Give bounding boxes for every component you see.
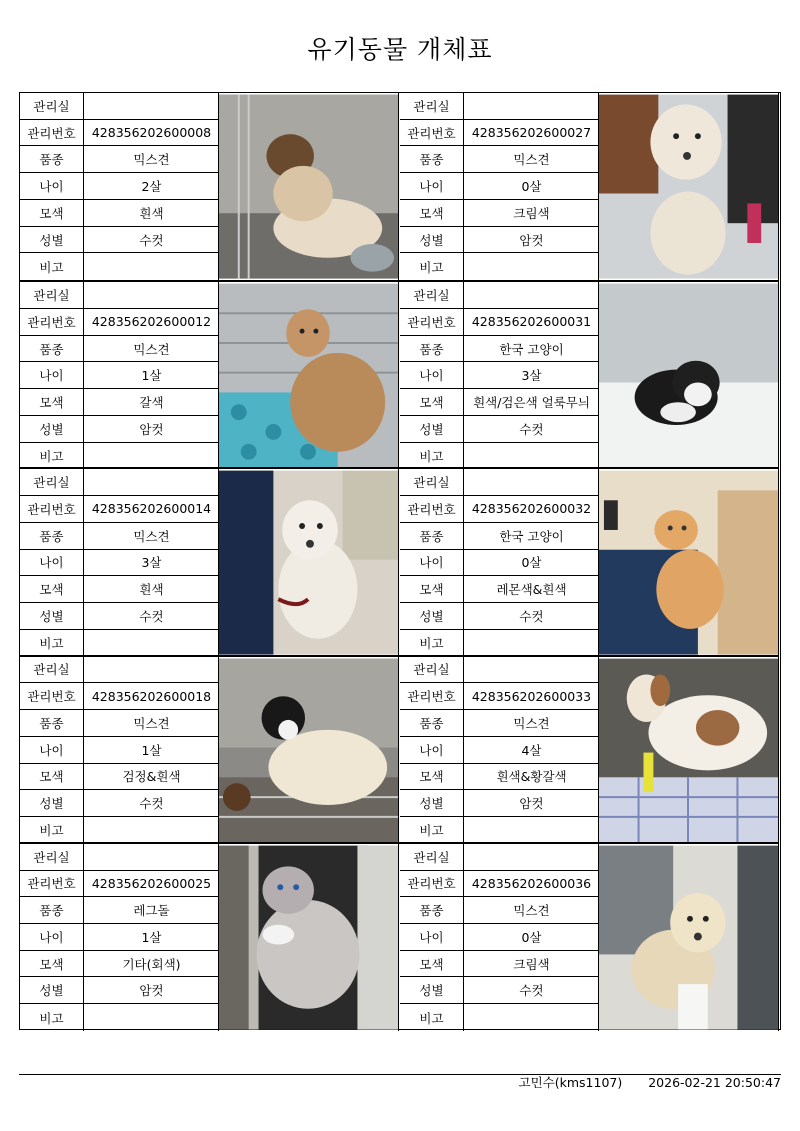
field-value-id: 428356202600018	[91, 688, 212, 704]
field-value-color: 갈색	[139, 395, 164, 410]
field-label-breed: 품종	[20, 897, 84, 923]
record-line-id	[20, 871, 219, 898]
animal-record	[20, 844, 219, 1031]
field-value-id: 428356202600036	[471, 875, 592, 891]
field-label-age: 나이	[20, 924, 84, 950]
field-label-age: 나이	[20, 362, 84, 388]
record-line-age	[20, 924, 219, 951]
field-value-note	[464, 443, 599, 470]
record-line-room	[20, 657, 219, 684]
field-value-breed: 믹스견	[513, 152, 550, 168]
field-label-age: 나이	[400, 362, 464, 388]
record-line-color	[400, 389, 599, 416]
field-label-color: 모색	[400, 951, 464, 977]
record-line-id	[20, 120, 219, 147]
field-value-note	[84, 443, 219, 470]
field-label-age: 나이	[400, 550, 464, 576]
field-label-age: 나이	[20, 737, 84, 763]
animal-photo	[218, 469, 399, 656]
field-value-age: 3살	[521, 368, 542, 384]
field-value-age: 0살	[521, 179, 542, 195]
field-value-age: 1살	[141, 368, 162, 384]
field-label-note: 비고	[20, 443, 84, 470]
field-value-age: 3살	[141, 555, 162, 571]
record-line-sex	[20, 416, 219, 443]
field-label-sex: 성별	[400, 603, 464, 629]
field-value-sex: 암컷	[139, 421, 164, 437]
record-line-room	[20, 844, 219, 871]
field-label-age: 나이	[20, 173, 84, 199]
field-value-room	[84, 282, 219, 308]
record-line-note	[400, 817, 599, 844]
field-label-room: 관리실	[400, 282, 464, 308]
field-label-id: 관리번호	[400, 120, 464, 146]
field-label-note: 비고	[20, 817, 84, 844]
field-value-color: 흰색/검은색 얼룩무늬	[473, 395, 590, 410]
field-label-color: 모색	[20, 389, 84, 415]
field-label-sex: 성별	[400, 977, 464, 1003]
field-value-id: 428356202600032	[471, 501, 592, 517]
record-line-id	[20, 309, 219, 336]
field-value-color: 레몬색&흰색	[496, 582, 567, 598]
field-value-age: 1살	[141, 742, 162, 758]
record-line-color	[20, 576, 219, 603]
field-label-sex: 성별	[20, 227, 84, 253]
record-line-id	[400, 120, 599, 147]
field-label-note: 비고	[20, 1004, 84, 1031]
record-line-sex	[400, 416, 599, 443]
field-label-note: 비고	[400, 817, 464, 844]
field-label-sex: 성별	[20, 416, 84, 442]
record-line-sex	[400, 603, 599, 630]
record-line-breed	[400, 897, 599, 924]
field-label-color: 모색	[400, 576, 464, 602]
field-value-room	[84, 657, 219, 683]
record-line-color	[400, 576, 599, 603]
record-line-sex	[20, 603, 219, 630]
page-title: 유기동물 개체표	[307, 35, 493, 64]
animal-photo	[598, 844, 779, 1031]
record-line-age	[20, 362, 219, 389]
record-line-age	[20, 173, 219, 200]
field-value-id: 428356202600025	[91, 875, 212, 891]
animal-row	[20, 655, 779, 844]
animal-row	[20, 280, 779, 469]
field-label-room: 관리실	[400, 93, 464, 119]
record-line-sex	[400, 977, 599, 1004]
animal-photo	[598, 93, 779, 280]
record-line-color	[20, 389, 219, 416]
animal-row	[20, 467, 779, 656]
animal-record	[400, 657, 599, 844]
field-value-note	[464, 1004, 599, 1031]
field-value-id: 428356202600031	[471, 314, 592, 330]
field-value-room	[464, 657, 599, 683]
record-line-room	[400, 657, 599, 684]
field-value-age: 0살	[521, 929, 542, 945]
animal-record	[400, 844, 599, 1031]
field-value-id: 428356202600033	[471, 688, 592, 704]
record-line-note	[20, 817, 219, 844]
field-label-breed: 품종	[400, 336, 464, 362]
record-line-age	[400, 550, 599, 577]
record-line-note	[400, 253, 599, 280]
field-value-breed: 한국 고양이	[499, 341, 564, 357]
footer-author: 고민수(kms1107)	[518, 1075, 623, 1090]
field-label-sex: 성별	[20, 603, 84, 629]
field-value-sex: 수컷	[519, 608, 544, 624]
animal-row	[20, 93, 779, 280]
record-line-breed	[20, 523, 219, 550]
field-label-room: 관리실	[20, 844, 84, 870]
record-line-color	[400, 200, 599, 227]
field-label-id: 관리번호	[400, 496, 464, 522]
animal-record	[20, 282, 219, 469]
field-value-sex: 수컷	[519, 983, 544, 999]
record-line-color	[20, 764, 219, 791]
field-value-color: 검정&흰색	[122, 769, 181, 785]
field-value-sex: 수컷	[139, 796, 164, 812]
field-value-room	[84, 469, 219, 495]
animal-record	[400, 469, 599, 656]
record-line-sex	[400, 227, 599, 254]
record-line-id	[400, 496, 599, 523]
animal-record	[20, 93, 219, 280]
record-line-room	[20, 282, 219, 309]
field-value-room	[84, 844, 219, 870]
record-line-color	[400, 764, 599, 791]
record-line-sex	[20, 227, 219, 254]
field-value-breed: 믹스견	[133, 341, 170, 357]
field-label-sex: 성별	[20, 790, 84, 816]
field-label-age: 나이	[20, 550, 84, 576]
field-value-color: 크림색	[513, 956, 550, 972]
field-label-sex: 성별	[400, 790, 464, 816]
field-value-note	[464, 630, 599, 657]
field-value-color: 흰색	[139, 582, 164, 598]
record-line-color	[20, 200, 219, 227]
animal-record	[20, 657, 219, 844]
animal-row	[20, 842, 779, 1031]
record-line-breed	[20, 897, 219, 924]
field-label-room: 관리실	[400, 469, 464, 495]
field-label-room: 관리실	[20, 469, 84, 495]
field-label-age: 나이	[400, 737, 464, 763]
field-label-color: 모색	[20, 951, 84, 977]
record-line-age	[400, 737, 599, 764]
field-label-id: 관리번호	[20, 496, 84, 522]
field-value-color: 기타(회색)	[122, 956, 181, 972]
field-value-room	[464, 469, 599, 495]
footer	[497, 1073, 781, 1091]
record-line-room	[400, 844, 599, 871]
field-label-breed: 품종	[400, 710, 464, 736]
record-line-breed	[20, 710, 219, 737]
record-line-sex	[400, 790, 599, 817]
field-label-note: 비고	[20, 253, 84, 280]
record-line-room	[20, 469, 219, 496]
field-label-room: 관리실	[400, 844, 464, 870]
record-line-id	[20, 683, 219, 710]
animal-record	[400, 93, 599, 280]
record-line-sex	[20, 790, 219, 817]
field-value-sex: 암컷	[519, 796, 544, 812]
record-line-room	[20, 93, 219, 120]
field-label-color: 모색	[400, 764, 464, 790]
field-label-color: 모색	[20, 764, 84, 790]
field-value-breed: 믹스견	[133, 715, 170, 731]
field-label-id: 관리번호	[20, 871, 84, 897]
field-value-id: 428356202600014	[91, 501, 212, 517]
record-line-note	[20, 630, 219, 657]
field-value-breed: 믹스견	[133, 528, 170, 544]
footer-timestamp: 2026-02-21 20:50:47	[648, 1075, 781, 1090]
record-line-breed	[400, 336, 599, 363]
field-label-color: 모색	[20, 200, 84, 226]
field-value-note	[84, 253, 219, 280]
record-line-age	[400, 362, 599, 389]
field-value-room	[464, 844, 599, 870]
record-line-note	[400, 443, 599, 470]
field-value-sex: 암컷	[139, 983, 164, 999]
field-value-breed: 믹스견	[133, 152, 170, 168]
field-label-color: 모색	[400, 200, 464, 226]
field-label-color: 모색	[20, 576, 84, 602]
record-line-room	[400, 469, 599, 496]
animal-record	[20, 469, 219, 656]
field-value-room	[464, 282, 599, 308]
field-value-room	[464, 93, 599, 119]
record-line-age	[400, 173, 599, 200]
animal-photo	[218, 93, 399, 280]
field-value-note	[84, 1004, 219, 1031]
field-label-room: 관리실	[20, 93, 84, 119]
record-line-breed	[400, 146, 599, 173]
field-label-breed: 품종	[20, 336, 84, 362]
field-label-note: 비고	[400, 443, 464, 470]
field-label-id: 관리번호	[20, 309, 84, 335]
field-label-room: 관리실	[20, 657, 84, 683]
field-value-color: 크림색	[513, 205, 550, 221]
record-line-id	[20, 496, 219, 523]
animal-photo	[218, 657, 399, 844]
record-line-age	[400, 924, 599, 951]
field-value-note	[464, 817, 599, 844]
field-label-note: 비고	[20, 630, 84, 657]
field-label-note: 비고	[400, 630, 464, 657]
field-value-age: 1살	[141, 929, 162, 945]
record-line-breed	[20, 146, 219, 173]
field-value-sex: 수컷	[139, 232, 164, 248]
field-label-breed: 품종	[400, 523, 464, 549]
field-label-color: 모색	[400, 389, 464, 415]
field-label-age: 나이	[400, 173, 464, 199]
field-value-id: 428356202600027	[471, 125, 592, 141]
animal-photo	[218, 282, 399, 469]
field-value-sex: 수컷	[519, 421, 544, 437]
field-label-breed: 품종	[20, 146, 84, 172]
animal-photo	[218, 844, 399, 1031]
field-value-color: 흰색&황갈색	[496, 769, 567, 785]
field-label-id: 관리번호	[20, 120, 84, 146]
field-value-id: 428356202600012	[91, 314, 212, 330]
field-label-room: 관리실	[400, 657, 464, 683]
animal-photo	[598, 657, 779, 844]
record-line-room	[400, 282, 599, 309]
field-value-breed: 레그돌	[133, 903, 170, 919]
record-line-id	[400, 871, 599, 898]
field-value-color: 흰색	[139, 205, 164, 221]
field-value-note	[464, 253, 599, 280]
field-label-id: 관리번호	[400, 309, 464, 335]
record-line-sex	[20, 977, 219, 1004]
animal-photo	[598, 282, 779, 469]
field-value-sex: 암컷	[519, 232, 544, 248]
record-line-note	[400, 630, 599, 657]
record-line-breed	[400, 710, 599, 737]
field-value-breed: 믹스견	[513, 715, 550, 731]
record-line-age	[20, 737, 219, 764]
field-value-note	[84, 817, 219, 844]
field-value-sex: 수컷	[139, 608, 164, 624]
field-value-id: 428356202600008	[91, 125, 212, 141]
field-label-id: 관리번호	[400, 683, 464, 709]
field-label-age: 나이	[400, 924, 464, 950]
record-line-id	[400, 683, 599, 710]
record-line-note	[20, 443, 219, 470]
field-value-age: 2살	[141, 179, 162, 195]
record-line-breed	[400, 523, 599, 550]
field-label-sex: 성별	[20, 977, 84, 1003]
field-value-breed: 한국 고양이	[499, 528, 564, 544]
field-label-breed: 품종	[400, 146, 464, 172]
record-line-room	[400, 93, 599, 120]
field-label-breed: 품종	[20, 523, 84, 549]
field-value-note	[84, 630, 219, 657]
record-line-color	[400, 951, 599, 978]
record-line-note	[400, 1004, 599, 1031]
field-label-sex: 성별	[400, 227, 464, 253]
field-label-breed: 품종	[20, 710, 84, 736]
field-value-room	[84, 93, 219, 119]
record-line-note	[20, 1004, 219, 1031]
field-label-id: 관리번호	[20, 683, 84, 709]
animal-grid	[19, 92, 781, 1030]
record-line-age	[20, 550, 219, 577]
record-line-id	[400, 309, 599, 336]
field-label-breed: 품종	[400, 897, 464, 923]
field-label-note: 비고	[400, 1004, 464, 1031]
animal-photo	[598, 469, 779, 656]
field-label-sex: 성별	[400, 416, 464, 442]
record-line-breed	[20, 336, 219, 363]
field-label-room: 관리실	[20, 282, 84, 308]
field-label-note: 비고	[400, 253, 464, 280]
field-label-id: 관리번호	[400, 871, 464, 897]
record-line-note	[20, 253, 219, 280]
field-value-age: 4살	[521, 742, 542, 758]
record-line-color	[20, 951, 219, 978]
animal-record	[400, 282, 599, 469]
field-value-breed: 믹스견	[513, 903, 550, 919]
field-value-age: 0살	[521, 555, 542, 571]
